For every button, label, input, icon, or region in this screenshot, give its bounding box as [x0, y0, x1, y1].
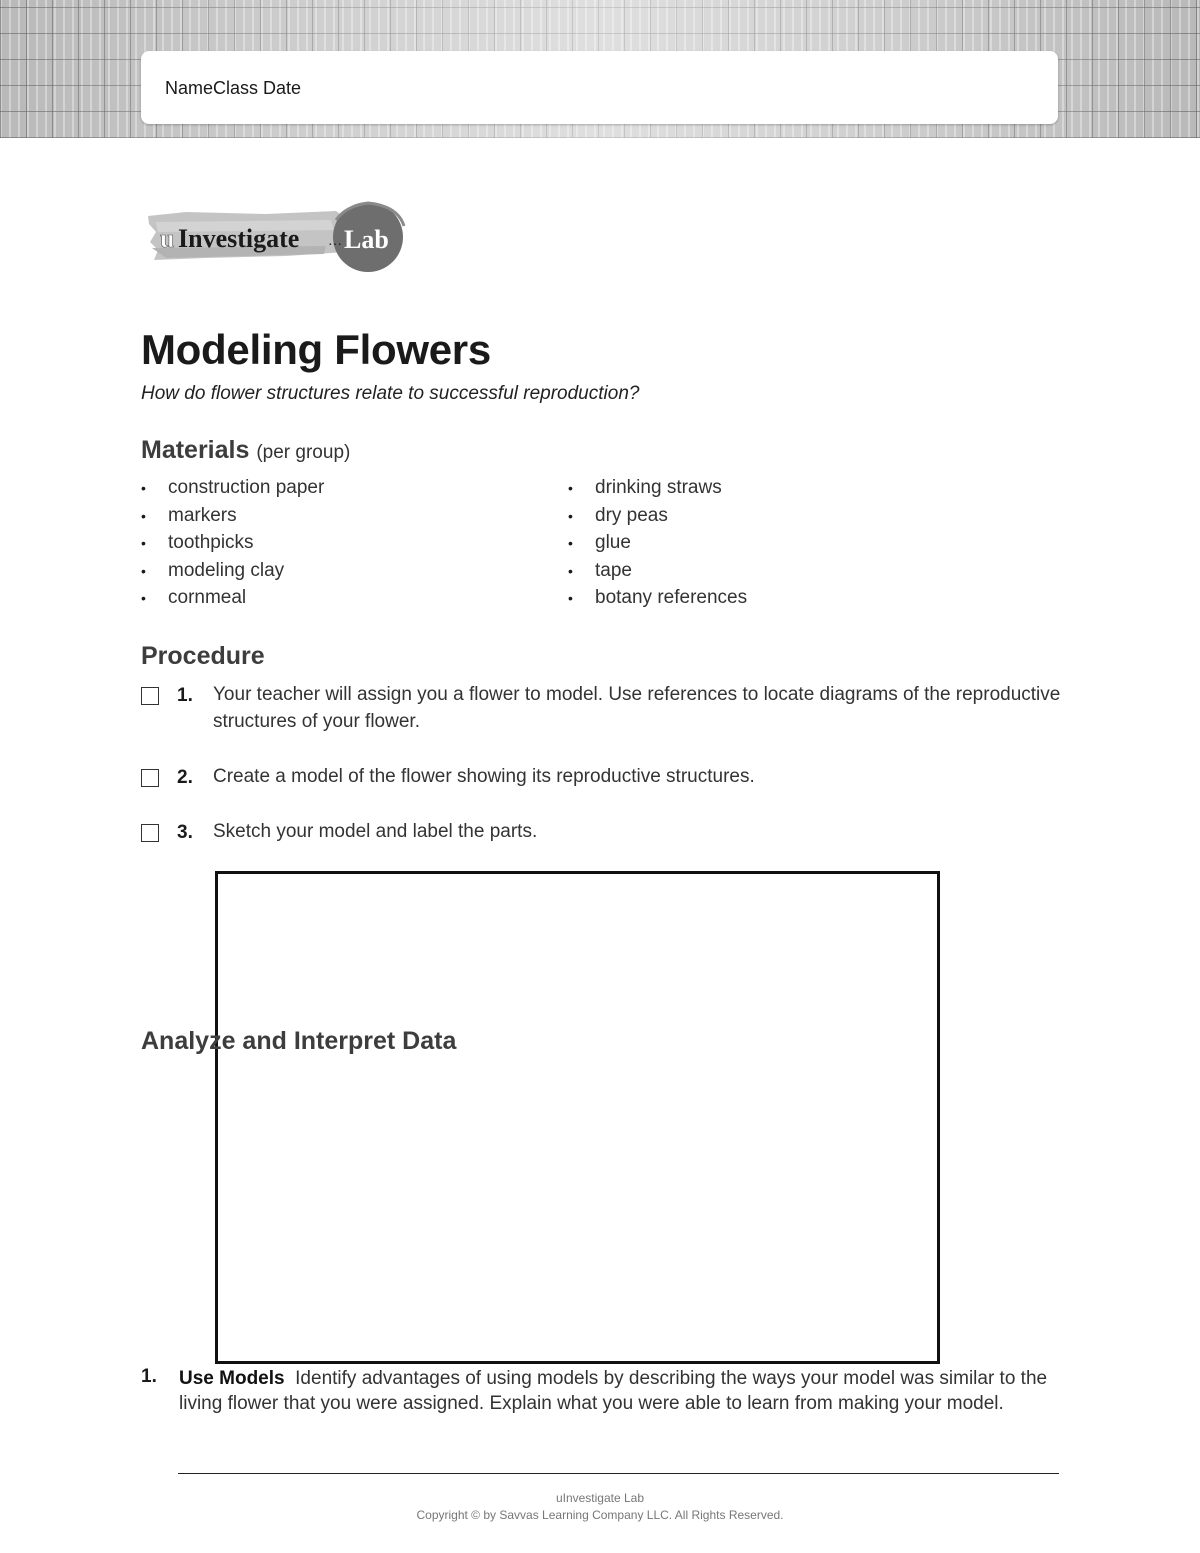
step-number: 1.	[177, 685, 193, 706]
step-checkbox[interactable]	[141, 824, 159, 842]
name-class-date-label: NameClass Date	[165, 78, 302, 98]
logo-word: Investigate	[178, 224, 300, 253]
step-number: 3.	[177, 822, 193, 843]
material-item	[141, 559, 324, 587]
materials-list-right	[568, 476, 747, 614]
logo-prefix: u	[160, 224, 175, 253]
material-label: construction paper	[168, 477, 325, 498]
procedure-heading: Procedure	[141, 642, 265, 670]
question-number: 1.	[141, 1366, 157, 1387]
material-label: toothpicks	[168, 532, 254, 553]
bullet: •	[141, 507, 146, 524]
material-item	[568, 531, 747, 559]
material-item	[141, 476, 324, 504]
analyze-heading: Analyze and Interpret Data	[141, 1027, 457, 1055]
material-label: modeling clay	[168, 559, 285, 581]
material-label: botany references	[595, 587, 748, 608]
material-item	[141, 504, 324, 532]
bullet: •	[141, 480, 146, 496]
step-checkbox[interactable]	[141, 769, 159, 787]
question-body	[179, 1366, 1059, 1416]
bullet: •	[141, 535, 146, 551]
bullet: •	[568, 562, 573, 579]
footer-lab-name: uInvestigate Lab	[555, 1491, 645, 1505]
material-label: drinking straws	[595, 477, 722, 498]
uinvestigate-lab-logo	[146, 200, 408, 274]
material-label: cornmeal	[168, 587, 247, 608]
material-item	[141, 531, 324, 559]
material-item	[568, 586, 747, 614]
footer-copyright: Copyright © by Savvas Learning Company LLC. All Rights Reserved.	[416, 1508, 784, 1522]
step-checkbox[interactable]	[141, 687, 159, 705]
step-text: Create a model of the flower showing its reproductive structures.	[213, 766, 755, 787]
name-class-date-box	[141, 51, 1058, 124]
bullet: •	[568, 480, 573, 496]
bullet: •	[568, 507, 573, 524]
footer-divider	[178, 1473, 1059, 1474]
header-grid-banner	[0, 0, 1200, 138]
step-text: Sketch your model and label the parts.	[213, 821, 538, 842]
material-item	[568, 559, 747, 587]
step-text: Your teacher will assign you a flower to model. Use references to locate diagrams of the reproductive structures of your flower.	[213, 684, 1061, 732]
step-number: 2.	[177, 767, 193, 788]
question-label: Use Models	[179, 1368, 285, 1389]
sketch-area-box[interactable]	[215, 871, 940, 1364]
question-text: Identify advantages of using models by describing the ways your model was similar to the living flower that you were assigned. Explain what you were able to learn from making your model.	[179, 1368, 1048, 1414]
bullet: •	[141, 590, 146, 606]
materials-list-left	[141, 476, 324, 614]
bullet: •	[141, 562, 146, 579]
page-subtitle: How do flower structures relate to successful reproduction?	[141, 383, 640, 404]
materials-note: (per group)	[256, 442, 351, 463]
page-title: Modeling Flowers	[141, 326, 491, 373]
materials-heading	[141, 436, 350, 465]
bullet: •	[568, 535, 573, 551]
materials-heading-text: Materials	[141, 436, 250, 464]
logo-suffix: Lab	[344, 225, 389, 254]
material-label: dry peas	[595, 504, 668, 526]
material-item	[141, 586, 324, 614]
material-label: tape	[595, 559, 632, 581]
material-item	[568, 504, 747, 532]
bullet: •	[568, 590, 573, 606]
material-label: glue	[595, 532, 631, 553]
material-label: markers	[168, 504, 237, 526]
svg-text:…: …	[328, 234, 342, 249]
material-item	[568, 476, 747, 504]
